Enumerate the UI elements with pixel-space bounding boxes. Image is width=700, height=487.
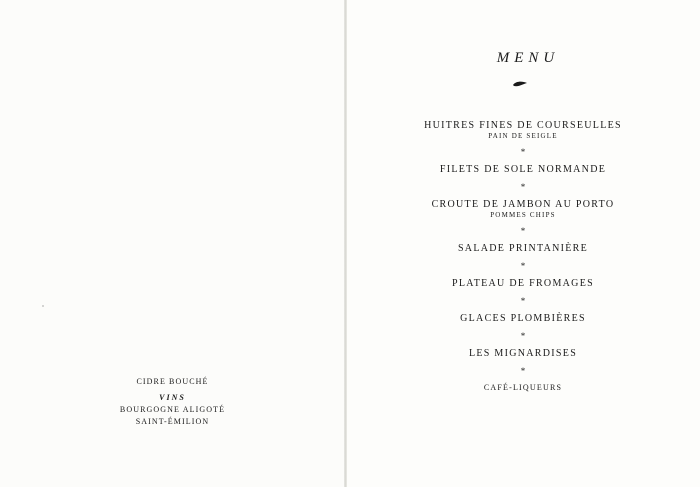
separator-star: * <box>520 147 526 157</box>
separator-star: * <box>520 331 526 341</box>
wine-list <box>0 376 345 428</box>
course-item <box>346 119 700 141</box>
wine-item: SAINT-ÉMILION <box>135 417 210 426</box>
course-name: GLACES PLOMBIÈRES <box>460 313 586 324</box>
course-item <box>346 198 700 220</box>
course-name: HUITRES FINES DE COURSEULLES <box>424 120 622 131</box>
course-name: FILETS DE SOLE NORMANDE <box>439 164 607 175</box>
course-accompaniment: PAIN DE SEIGLE <box>488 132 558 140</box>
separator-star: * <box>520 296 526 306</box>
course-list <box>346 119 700 394</box>
course-accompaniment: POMMES CHIPS <box>490 211 556 219</box>
separator-star: * <box>520 226 526 236</box>
separator-star: * <box>520 261 526 271</box>
paper-speck <box>42 305 44 307</box>
course-name: CROUTE DE JAMBON AU PORTO <box>431 199 615 210</box>
leaf-ornament-icon <box>512 80 528 88</box>
menu-title: MENU <box>496 50 560 66</box>
course-item <box>346 347 700 360</box>
separator-star: * <box>520 366 526 376</box>
course-item <box>346 242 700 255</box>
course-name: LES MIGNARDISES <box>468 348 578 359</box>
course-item <box>346 163 700 176</box>
cider-line: CIDRE BOUCHÉ <box>136 377 209 386</box>
course-name: PLATEAU DE FROMAGES <box>452 278 594 289</box>
course-item <box>346 277 700 290</box>
course-item <box>346 312 700 325</box>
wines-heading: VINS <box>159 393 186 402</box>
wine-item: BOURGOGNE ALIGOTÉ <box>119 405 226 414</box>
separator-star: * <box>520 182 526 192</box>
course-name: SALADE PRINTANIÈRE <box>457 243 589 254</box>
closing-line: CAFÉ-LIQUEURS <box>483 383 563 392</box>
